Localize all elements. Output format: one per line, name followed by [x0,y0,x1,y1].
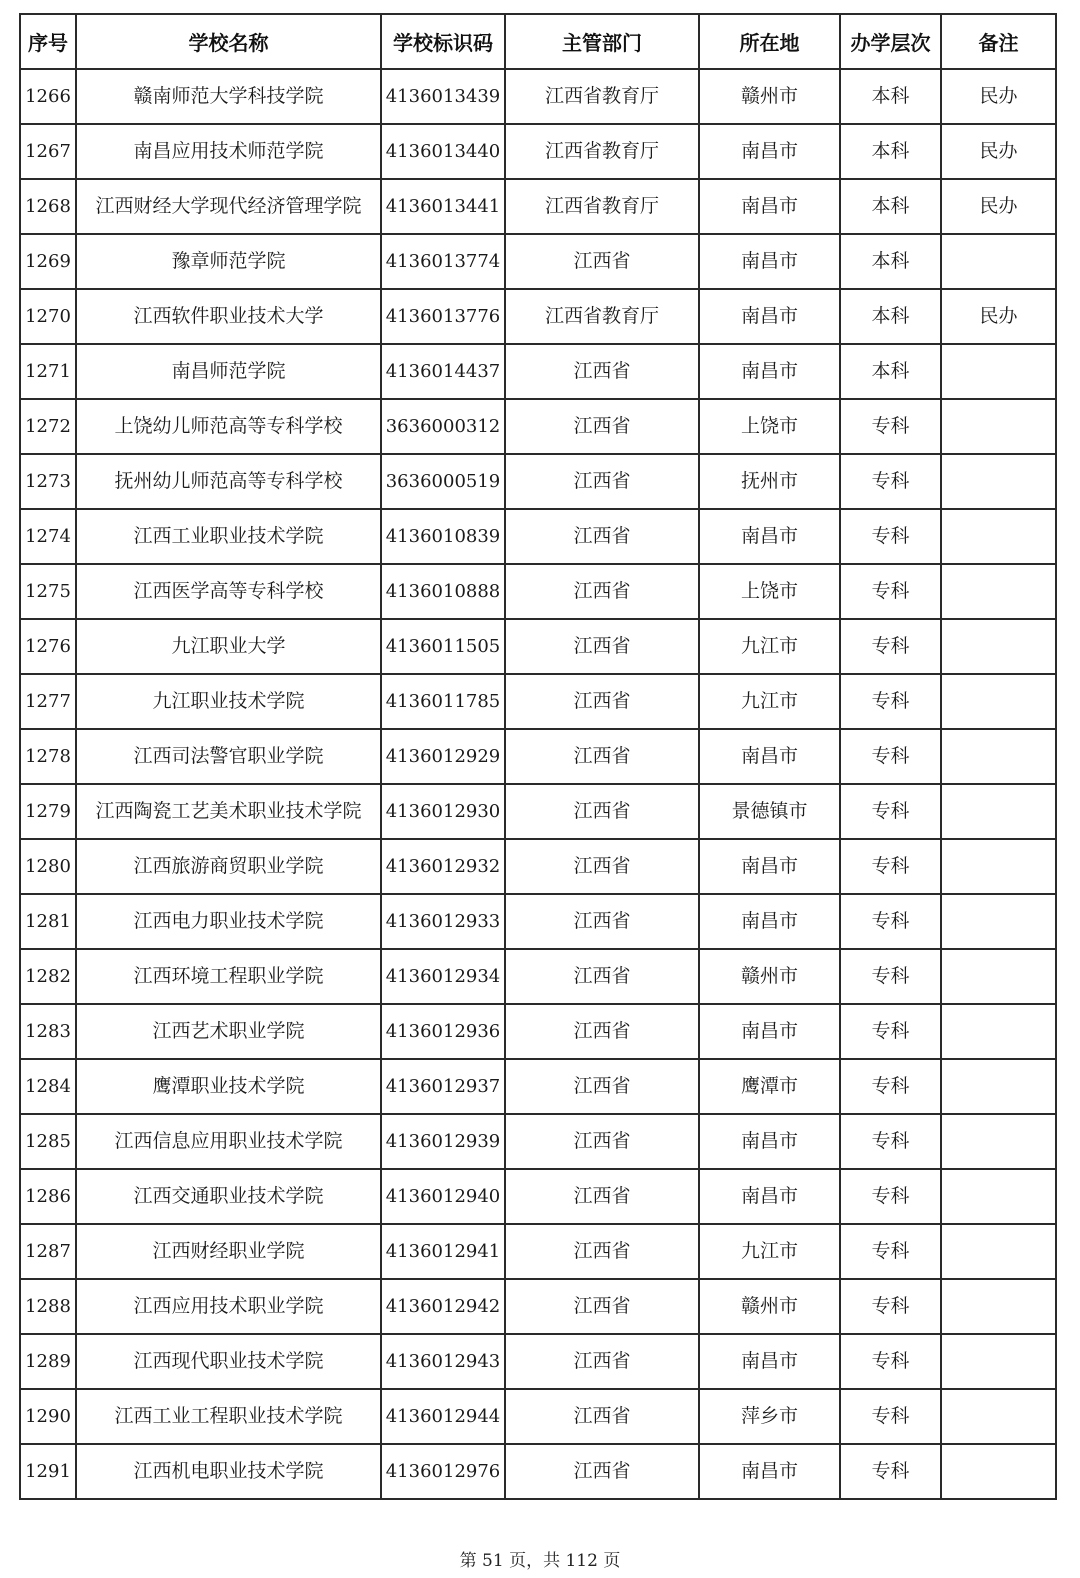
cell-authority: 江西省 [505,1059,699,1114]
header-location: 所在地 [699,14,840,69]
cell-location: 赣州市 [699,69,840,124]
cell-location: 九江市 [699,674,840,729]
cell-location: 南昌市 [699,1004,840,1059]
cell-level: 专科 [840,1444,941,1499]
cell-index: 1281 [20,894,76,949]
cell-level: 专科 [840,564,941,619]
cell-index: 1271 [20,344,76,399]
cell-school-name: 江西机电职业技术学院 [76,1444,381,1499]
institution-table [19,13,1057,1500]
table-body [20,69,1056,1499]
cell-authority: 江西省 [505,784,699,839]
table-row [20,619,1056,674]
cell-level: 本科 [840,179,941,234]
cell-school-name: 江西软件职业技术大学 [76,289,381,344]
cell-authority: 江西省 [505,564,699,619]
cell-school-name: 九江职业技术学院 [76,674,381,729]
cell-level: 专科 [840,619,941,674]
cell-school-name: 赣南师范大学科技学院 [76,69,381,124]
cell-level: 专科 [840,1279,941,1334]
cell-remark [941,729,1056,784]
cell-index: 1290 [20,1389,76,1444]
cell-school-code: 4136010839 [381,509,505,564]
cell-location: 南昌市 [699,124,840,179]
table-row [20,69,1056,124]
cell-remark [941,1389,1056,1444]
cell-location: 南昌市 [699,1334,840,1389]
cell-index: 1274 [20,509,76,564]
cell-school-name: 江西应用技术职业学院 [76,1279,381,1334]
cell-school-name: 江西交通职业技术学院 [76,1169,381,1224]
header-school-name: 学校名称 [76,14,381,69]
cell-location: 上饶市 [699,399,840,454]
cell-location: 南昌市 [699,839,840,894]
cell-school-code: 4136013774 [381,234,505,289]
cell-school-name: 江西信息应用职业技术学院 [76,1114,381,1169]
cell-authority: 江西省 [505,1004,699,1059]
cell-index: 1285 [20,1114,76,1169]
cell-level: 专科 [840,674,941,729]
cell-location: 九江市 [699,1224,840,1279]
cell-school-code: 4136011785 [381,674,505,729]
cell-remark [941,619,1056,674]
cell-authority: 江西省教育厅 [505,69,699,124]
table-row [20,1389,1056,1444]
cell-school-name: 江西医学高等专科学校 [76,564,381,619]
cell-school-name: 上饶幼儿师范高等专科学校 [76,399,381,454]
cell-index: 1266 [20,69,76,124]
table-row [20,344,1056,399]
cell-remark [941,949,1056,1004]
cell-level: 本科 [840,289,941,344]
cell-location: 南昌市 [699,179,840,234]
table-row [20,1169,1056,1224]
header-level: 办学层次 [840,14,941,69]
cell-index: 1277 [20,674,76,729]
cell-location: 南昌市 [699,894,840,949]
cell-index: 1283 [20,1004,76,1059]
cell-level: 专科 [840,399,941,454]
cell-index: 1287 [20,1224,76,1279]
cell-school-code: 4136012942 [381,1279,505,1334]
cell-remark [941,1444,1056,1499]
cell-level: 专科 [840,839,941,894]
cell-authority: 江西省 [505,674,699,729]
cell-school-code: 4136012936 [381,1004,505,1059]
cell-level: 专科 [840,1389,941,1444]
cell-location: 南昌市 [699,509,840,564]
cell-authority: 江西省 [505,949,699,1004]
cell-school-code: 4136013440 [381,124,505,179]
cell-index: 1284 [20,1059,76,1114]
cell-index: 1280 [20,839,76,894]
cell-location: 南昌市 [699,344,840,399]
cell-location: 南昌市 [699,1114,840,1169]
cell-remark [941,234,1056,289]
cell-school-code: 4136012941 [381,1224,505,1279]
cell-remark [941,1004,1056,1059]
cell-school-name: 江西艺术职业学院 [76,1004,381,1059]
cell-authority: 江西省教育厅 [505,124,699,179]
cell-location: 萍乡市 [699,1389,840,1444]
cell-level: 本科 [840,344,941,399]
cell-authority: 江西省 [505,894,699,949]
cell-school-code: 4136012944 [381,1389,505,1444]
cell-remark [941,454,1056,509]
cell-remark [941,1279,1056,1334]
table-row [20,454,1056,509]
table-row [20,1004,1056,1059]
cell-school-name: 江西财经职业学院 [76,1224,381,1279]
cell-index: 1275 [20,564,76,619]
cell-school-name: 江西工业工程职业技术学院 [76,1389,381,1444]
cell-school-name: 南昌师范学院 [76,344,381,399]
cell-level: 专科 [840,509,941,564]
table-row [20,179,1056,234]
cell-level: 专科 [840,784,941,839]
cell-level: 专科 [840,1224,941,1279]
cell-location: 鹰潭市 [699,1059,840,1114]
cell-authority: 江西省 [505,1224,699,1279]
cell-index: 1272 [20,399,76,454]
cell-level: 本科 [840,69,941,124]
cell-school-code: 4136012976 [381,1444,505,1499]
cell-index: 1291 [20,1444,76,1499]
table-row [20,1059,1056,1114]
cell-level: 专科 [840,1059,941,1114]
cell-school-name: 抚州幼儿师范高等专科学校 [76,454,381,509]
cell-remark [941,1059,1056,1114]
table-row [20,1279,1056,1334]
cell-remark [941,1114,1056,1169]
cell-school-code: 4136012943 [381,1334,505,1389]
cell-index: 1288 [20,1279,76,1334]
cell-authority: 江西省教育厅 [505,179,699,234]
cell-school-name: 江西司法警官职业学院 [76,729,381,784]
page-footer: 第 51 页，共 112 页 [459,1551,621,1571]
table-row [20,1444,1056,1499]
table-header-row [20,14,1056,69]
table-row [20,1334,1056,1389]
cell-level: 专科 [840,949,941,1004]
cell-authority: 江西省 [505,1389,699,1444]
cell-authority: 江西省 [505,344,699,399]
cell-index: 1282 [20,949,76,1004]
cell-location: 南昌市 [699,729,840,784]
cell-index: 1273 [20,454,76,509]
cell-school-code: 4136010888 [381,564,505,619]
cell-remark [941,1334,1056,1389]
table-row [20,1114,1056,1169]
table-row [20,729,1056,784]
header-index: 序号 [20,14,76,69]
cell-school-name: 豫章师范学院 [76,234,381,289]
cell-school-code: 4136012940 [381,1169,505,1224]
header-authority: 主管部门 [505,14,699,69]
cell-remark [941,509,1056,564]
cell-index: 1269 [20,234,76,289]
cell-school-code: 4136012933 [381,894,505,949]
cell-authority: 江西省 [505,399,699,454]
cell-remark: 民办 [941,179,1056,234]
cell-authority: 江西省 [505,1334,699,1389]
cell-school-name: 江西财经大学现代经济管理学院 [76,179,381,234]
cell-level: 本科 [840,124,941,179]
cell-level: 专科 [840,1004,941,1059]
cell-school-code: 4136013441 [381,179,505,234]
cell-school-code: 4136012932 [381,839,505,894]
cell-location: 赣州市 [699,949,840,1004]
cell-authority: 江西省 [505,839,699,894]
cell-level: 专科 [840,1114,941,1169]
cell-level: 专科 [840,1169,941,1224]
cell-school-name: 江西旅游商贸职业学院 [76,839,381,894]
cell-level: 专科 [840,454,941,509]
cell-authority: 江西省 [505,729,699,784]
cell-school-name: 九江职业大学 [76,619,381,674]
table-row [20,674,1056,729]
cell-location: 南昌市 [699,289,840,344]
cell-remark [941,839,1056,894]
cell-authority: 江西省 [505,1169,699,1224]
cell-school-code: 4136011505 [381,619,505,674]
cell-authority: 江西省 [505,1279,699,1334]
cell-authority: 江西省教育厅 [505,289,699,344]
cell-school-code: 4136012939 [381,1114,505,1169]
cell-school-name: 江西陶瓷工艺美术职业技术学院 [76,784,381,839]
cell-school-code: 4136013776 [381,289,505,344]
cell-location: 景德镇市 [699,784,840,839]
cell-school-name: 江西现代职业技术学院 [76,1334,381,1389]
table-row [20,894,1056,949]
cell-school-code: 4136012937 [381,1059,505,1114]
cell-index: 1286 [20,1169,76,1224]
cell-authority: 江西省 [505,454,699,509]
cell-index: 1279 [20,784,76,839]
cell-remark [941,1169,1056,1224]
cell-remark [941,399,1056,454]
cell-remark [941,1224,1056,1279]
cell-authority: 江西省 [505,509,699,564]
cell-school-name: 江西工业职业技术学院 [76,509,381,564]
cell-school-code: 4136012930 [381,784,505,839]
cell-index: 1268 [20,179,76,234]
cell-index: 1278 [20,729,76,784]
cell-level: 专科 [840,729,941,784]
cell-school-code: 3636000312 [381,399,505,454]
cell-index: 1267 [20,124,76,179]
header-school-code: 学校标识码 [381,14,505,69]
table-row [20,949,1056,1004]
table-row [20,564,1056,619]
cell-school-code: 4136013439 [381,69,505,124]
table-row [20,509,1056,564]
cell-location: 九江市 [699,619,840,674]
cell-location: 南昌市 [699,1169,840,1224]
cell-remark: 民办 [941,69,1056,124]
cell-location: 上饶市 [699,564,840,619]
cell-remark: 民办 [941,124,1056,179]
cell-level: 专科 [840,894,941,949]
table-row [20,399,1056,454]
header-remark: 备注 [941,14,1056,69]
cell-index: 1270 [20,289,76,344]
cell-remark [941,674,1056,729]
cell-school-name: 南昌应用技术师范学院 [76,124,381,179]
cell-level: 本科 [840,234,941,289]
cell-remark [941,344,1056,399]
cell-index: 1276 [20,619,76,674]
cell-school-code: 4136012929 [381,729,505,784]
cell-authority: 江西省 [505,1444,699,1499]
table-row [20,289,1056,344]
cell-school-name: 江西环境工程职业学院 [76,949,381,1004]
cell-location: 南昌市 [699,1444,840,1499]
cell-location: 南昌市 [699,234,840,289]
table-row [20,1224,1056,1279]
cell-location: 抚州市 [699,454,840,509]
cell-school-name: 江西电力职业技术学院 [76,894,381,949]
cell-level: 专科 [840,1334,941,1389]
table-row [20,124,1056,179]
cell-school-code: 3636000519 [381,454,505,509]
table-row [20,784,1056,839]
cell-remark [941,894,1056,949]
cell-authority: 江西省 [505,619,699,674]
institution-table-container [19,13,1055,1500]
table-row [20,234,1056,289]
cell-school-code: 4136014437 [381,344,505,399]
cell-school-name: 鹰潭职业技术学院 [76,1059,381,1114]
table-row [20,839,1056,894]
cell-remark [941,784,1056,839]
cell-remark [941,564,1056,619]
cell-authority: 江西省 [505,234,699,289]
cell-index: 1289 [20,1334,76,1389]
cell-location: 赣州市 [699,1279,840,1334]
cell-school-code: 4136012934 [381,949,505,1004]
cell-authority: 江西省 [505,1114,699,1169]
cell-remark: 民办 [941,289,1056,344]
